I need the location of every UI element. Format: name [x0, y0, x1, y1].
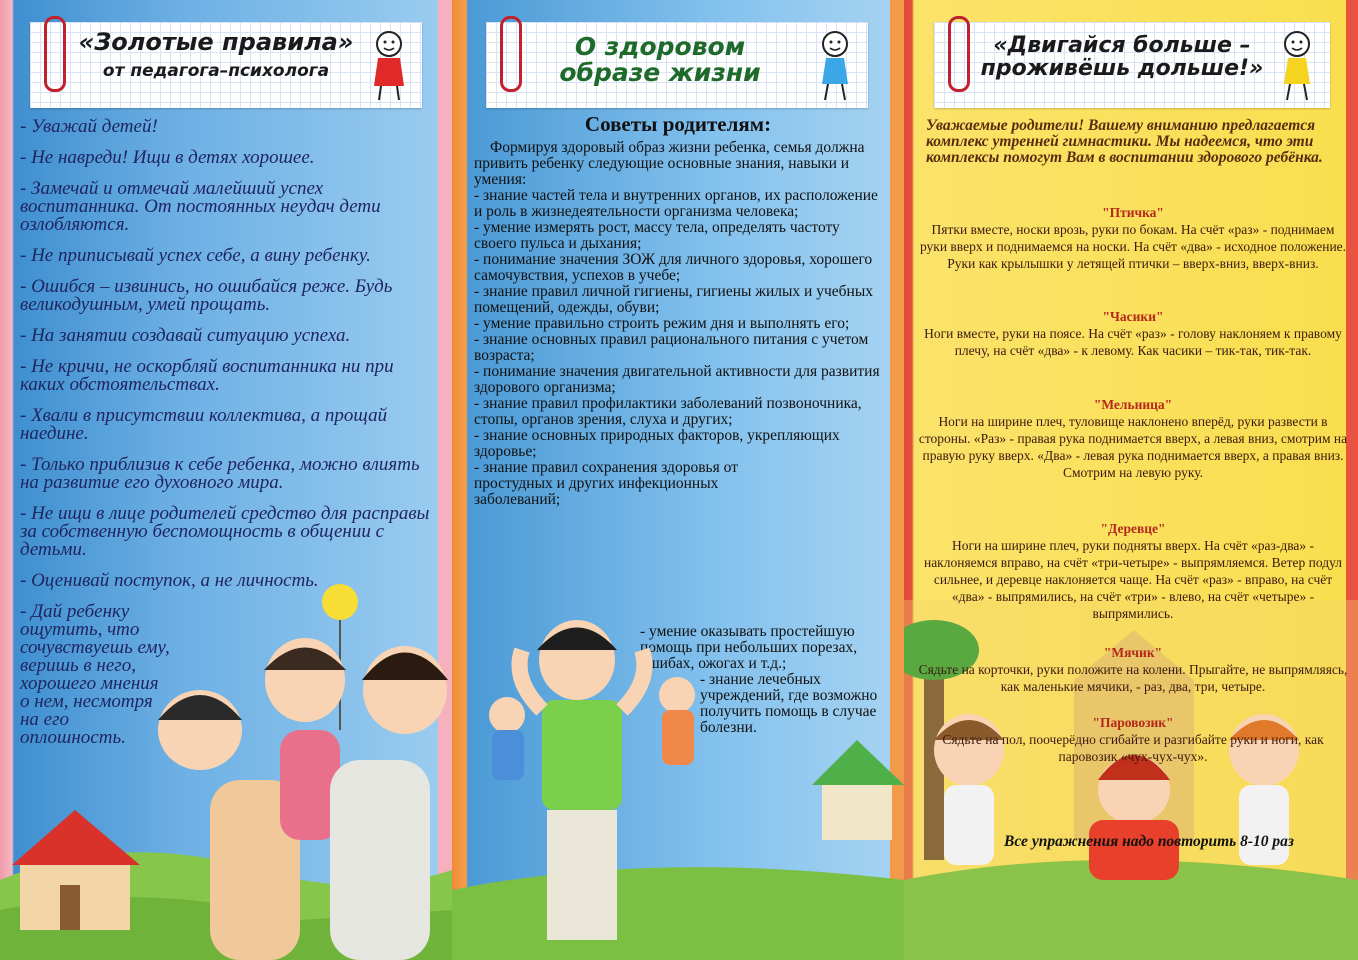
rule-item: - На занятии создавай ситуацию успеха. [20, 325, 351, 346]
exercise-name: "Паровозик" [1092, 715, 1174, 730]
rule-item: - Оценивай поступок, а не личность. [20, 570, 319, 591]
advice-item: - знание правил профилактики заболеваний позвоночника, стопы, органов зрения, слуха и других; [474, 395, 862, 428]
rule-item: - Не ищи в лице родителей средство для расправы за собственную беспомощность в общении с детьми. [20, 503, 430, 560]
stick-figure-icon [366, 28, 412, 102]
repeat-note: Все упражнения надо повторить 8-10 раз [1004, 833, 1294, 850]
rule-item: - Дай ребенку ощутить, что сочувствуешь ему, веришь в него, хорошего мнения о нем, несмотря на его оплошность. [20, 601, 170, 748]
stick-figure-icon [1274, 28, 1320, 102]
exercise-name: "Часики" [1102, 309, 1164, 324]
advice-item: - понимание значения ЗОЖ для личного здоровья, хорошего самочувствия, успехов в учебе; [474, 251, 873, 284]
advice-item: - знание правил сохранения здоровья от простудных и других инфекционных заболеваний; [474, 459, 738, 508]
panel-exercises [904, 0, 1358, 960]
intro-paragraph: Формируя здоровый образ жизни ребенка, семья должна привить ребенку следующие основные знания, навыки и умения: [474, 139, 865, 188]
rule-item: - Ошибся – извинись, но ошибайся реже. Будь великодушным, умей прощать. [20, 276, 393, 315]
rule-item: - Уважай детей! [20, 116, 158, 137]
banner-move-more [934, 22, 1330, 108]
panel-healthy-lifestyle [452, 0, 904, 960]
advice-item: - знание основных правил рационального питания с учетом возраста; [474, 331, 869, 364]
advice-item: - понимание значения двигательной активности для развития здорового организма; [474, 363, 880, 396]
section-heading: Советы родителям: [584, 112, 772, 136]
exercise-text: Сядьте на пол, поочерёдно сгибайте и разгибайте руки и ноги, как паровозик «чух-чух-чух». [942, 732, 1324, 764]
strong-father-illustration [452, 600, 904, 960]
exercise-text: Ноги на ширине плеч, руки подняты вверх. На счёт «раз-два» - наклоняемся вправо, на счёт «три-четыре» - выпрямляемся. Ветер подул сильнее, и деревце наклоняется чаще. На счёт «раз» - вправо, на счёт «два» - выпрямились, на счёт «три» - влево, на счёт «четыре» - выпрямились. [923, 538, 1343, 621]
banner-title: «Золотые правила» [78, 28, 354, 56]
intro-paragraph: Уважаемые родители! Вашему вниманию предлагается комплекс утренней гимнастики. Мы надеемся, что эти комплексы помогут Вам в воспитании здорового ребёнка. [926, 117, 1323, 166]
exercise-block [918, 396, 1348, 481]
advice-list [474, 140, 884, 508]
exercise-block [918, 308, 1348, 359]
banner-title: О здоровом образе жизни [559, 32, 761, 88]
banner-healthy-lifestyle [486, 22, 868, 108]
exercise-text: Сядьте на корточки, руки положите на колени. Прыгайте, не выпрямляясь, как маленькие мячики, - раз, два, три, четыре. [918, 662, 1348, 694]
stick-figure-icon [812, 28, 858, 102]
advice-item: - знание частей тела и внутренних органов, их расположение и роль в жизнедеятельности организма человека; [474, 187, 878, 220]
banner-title: «Двигайся больше – проживёшь дольше!» [980, 33, 1264, 82]
advice-item: - знание правил личной гигиены, гигиены жилых и учебных помещений, одежды, обуви; [474, 283, 873, 316]
paperclip-icon [44, 16, 66, 92]
advice-item: - умение правильно строить режим дня и выполнять его; [474, 315, 850, 332]
family-illustration [0, 580, 452, 960]
advice-item: - умение оказывать простейшую помощь при небольших порезах, ушибах, ожогах и т.д.; [640, 623, 858, 672]
exercise-text: Ноги вместе, руки на поясе. На счёт «раз» - голову наклоняем к правому плечу, на счёт «два» - к левому. Как часики – тик-так, тик-так. [924, 326, 1342, 358]
advice-item: - умение измерять рост, массу тела, определять частоту своего пульса и дыхания; [474, 219, 840, 252]
exercise-text: Ноги на ширине плеч, туловище наклонено вперёд, руки развести в стороны. «Раз» - правая рука поднимается вверх, а левая вниз, смотрим на правую руку вверх. «Два» - левая рука поднимается вверх, а правая вниз. Смотрим на левую руку. [918, 414, 1348, 480]
rule-item: - Только приблизив к себе ребенка, можно влиять на развитие его духовного мира. [20, 454, 420, 493]
panel-golden-rules [0, 0, 452, 960]
rule-item: - Хвали в присутствии коллектива, а прощай наедине. [20, 405, 388, 444]
banner-golden-rules [30, 22, 422, 108]
paperclip-icon [500, 16, 522, 92]
exercise-block [918, 714, 1348, 765]
exercise-name: "Мячик" [1103, 645, 1163, 660]
banner-subtitle: от педагога–психолога [102, 61, 330, 82]
rule-item: - Не кричи, не оскорбляй воспитанника ни при каких обстоятельствах. [20, 356, 394, 395]
exercise-block [918, 644, 1348, 695]
exercise-block [918, 204, 1348, 272]
rule-item: - Не приписывай успех себе, а вину ребенку. [20, 245, 371, 266]
paperclip-icon [948, 16, 970, 92]
exercise-name: "Мельница" [1093, 397, 1173, 412]
exercise-text: Пятки вместе, носки врозь, руки по бокам. На счёт «раз» - поднимаем руки вверх и поднимаемся на носки. На счёт «два» - исходное положение. Руки как крылышки у летящей птички – вверх-вниз, вверх-вниз. [919, 222, 1347, 271]
exercise-name: "Деревце" [1100, 521, 1166, 536]
exercise-block [918, 520, 1348, 622]
advice-item: - знание лечебных учреждений, где возможно получить помощь в случае болезни. [700, 671, 878, 736]
advice-item: - знание основных природных факторов, укрепляющих здоровье; [474, 427, 840, 460]
exercise-name: "Птичка" [1102, 205, 1164, 220]
rule-item: - Замечай и отмечай малейший успех воспитанника. От постоянных неудач дети озлобляются. [20, 178, 381, 235]
rule-item: - Не навреди! Ищи в детях хорошее. [20, 147, 315, 168]
